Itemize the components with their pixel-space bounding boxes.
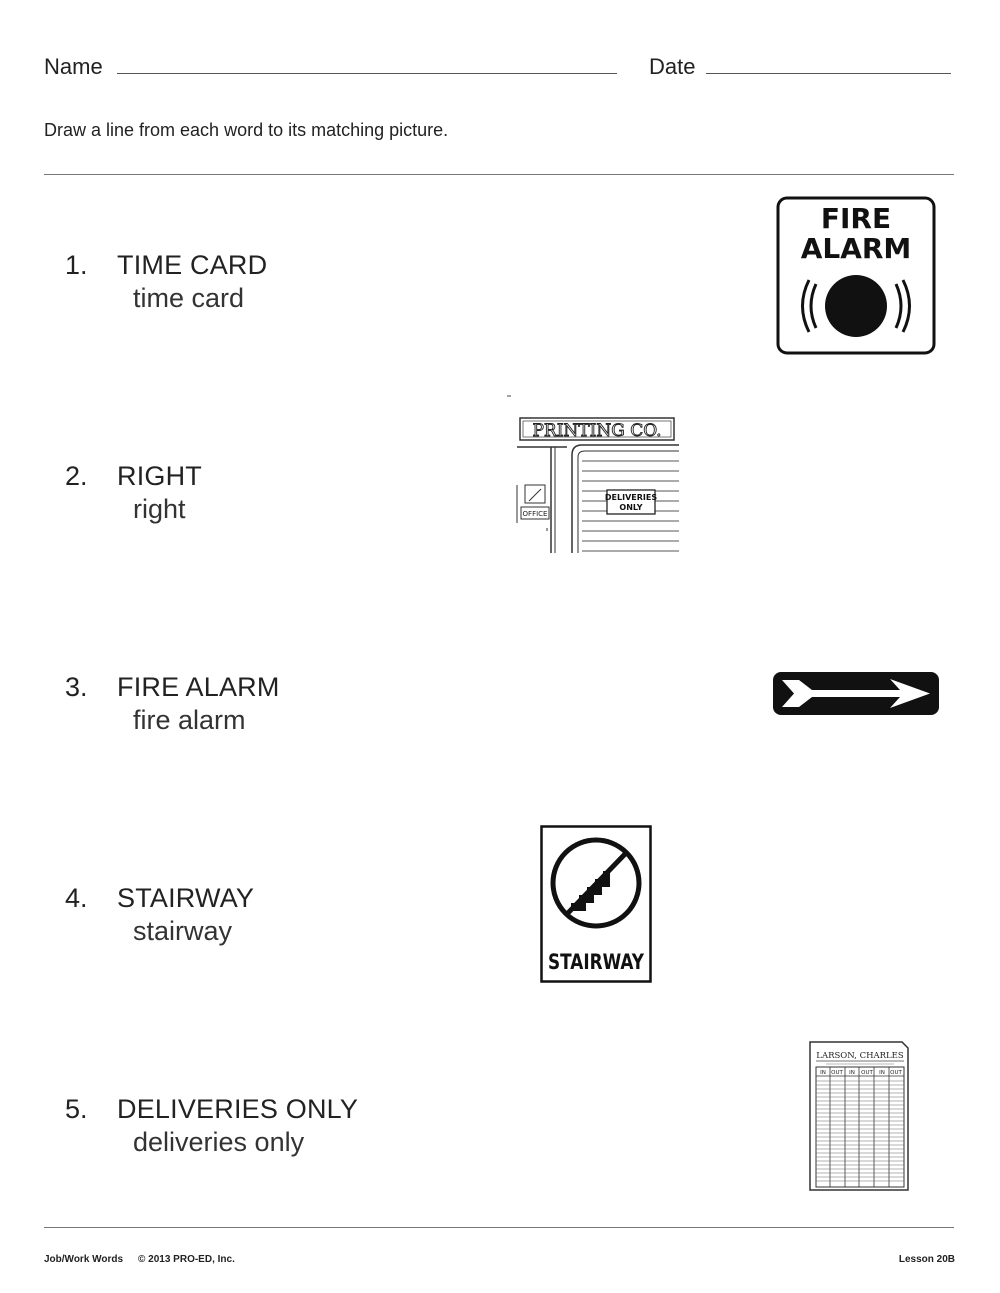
item-number: 3. (65, 672, 88, 702)
item-word-upper[interactable]: FIRE ALARM (117, 672, 280, 702)
fire-alarm-sign-line2: ALARM (800, 232, 912, 265)
item-number: 2. (65, 461, 88, 491)
item-word-lower: time card (133, 283, 245, 313)
time-card-col-label: IN (849, 1070, 855, 1076)
right-arrow-sign-icon[interactable] (772, 671, 940, 717)
date-field[interactable] (706, 73, 951, 74)
name-label: Name (44, 54, 103, 79)
date-label: Date (649, 54, 696, 79)
building-deliveries-icon[interactable] (507, 393, 687, 558)
fire-alarm-sign-line1: FIRE (820, 202, 892, 235)
item-word-lower: stairway (133, 916, 233, 946)
fire-alarm-sign-icon[interactable] (776, 196, 936, 356)
printing-co-sign: PRINTING CO. (532, 421, 662, 441)
item-number: 5. (65, 1094, 88, 1124)
footer-lesson: Lesson 20B (898, 1254, 955, 1265)
footer-book-title: Job/Work Words (44, 1254, 124, 1265)
time-card-col-label: OUT (861, 1070, 873, 1076)
instructions: Draw a line from each word to its matching picture. (44, 120, 449, 140)
item-word-upper[interactable]: STAIRWAY (117, 883, 255, 913)
time-card-col-labels (820, 1070, 902, 1076)
time-card-name: LARSON, CHARLES (816, 1051, 904, 1061)
deliveries-sign-line1: DELIVERIES (604, 493, 658, 502)
time-card-col-label: IN (879, 1070, 885, 1076)
item-number: 4. (65, 883, 88, 913)
time-card-icon[interactable] (808, 1040, 910, 1192)
deliveries-sign-line2: ONLY (619, 503, 643, 512)
top-divider (44, 174, 954, 175)
bottom-divider (44, 1227, 954, 1228)
item-word-upper[interactable]: TIME CARD (117, 250, 268, 280)
item-word-upper[interactable]: DELIVERIES ONLY (117, 1094, 359, 1124)
name-field[interactable] (117, 73, 617, 74)
item-word-lower: deliveries only (133, 1127, 305, 1157)
time-card-col-label: OUT (831, 1070, 843, 1076)
stairway-sign-icon[interactable] (540, 825, 652, 984)
item-word-lower: fire alarm (133, 705, 246, 735)
footer-copyright: © 2013 PRO-ED, Inc. (138, 1254, 235, 1265)
office-sign: OFFICE (522, 510, 548, 518)
item-word-lower: right (133, 494, 186, 524)
time-card-col-label: IN (820, 1070, 826, 1076)
stairway-sign-label: STAIRWAY (548, 950, 645, 974)
item-number: 1. (65, 250, 88, 280)
time-card-col-label: OUT (890, 1070, 902, 1076)
item-word-upper[interactable]: RIGHT (117, 461, 202, 491)
